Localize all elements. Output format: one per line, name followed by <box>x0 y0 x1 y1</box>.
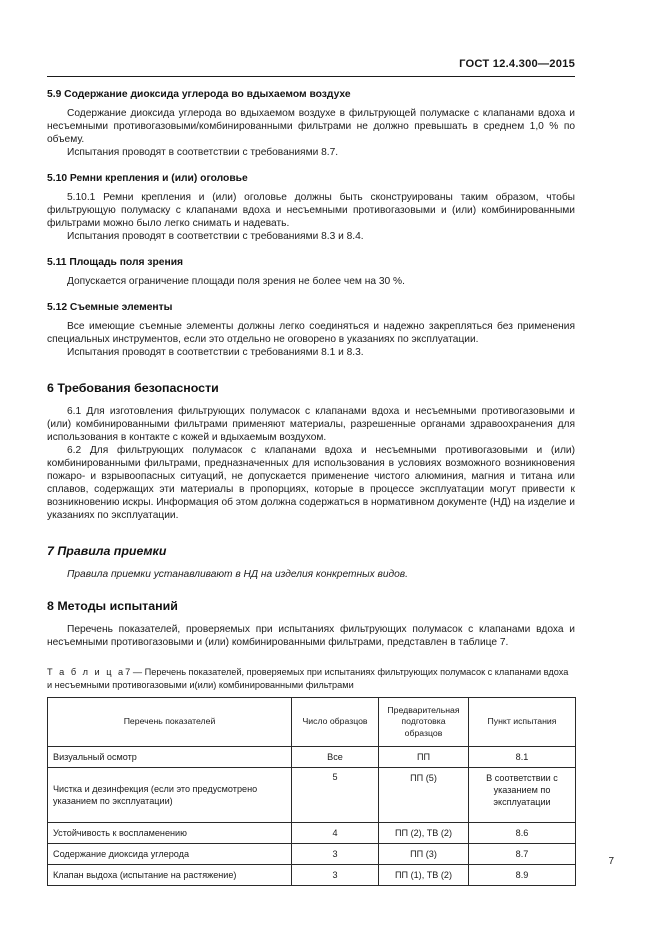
paragraph-5-12-1: Все имеющие съемные элементы должны легко соединяться и надежно закрепляться без применения специальных инструментов, если это отдельно не оговорено в указаниях по эксплуатации. <box>47 321 575 345</box>
cell-sample-count: 3 <box>292 844 379 865</box>
cell-test-clause: В соответствии с указанием по эксплуатации <box>469 768 576 823</box>
table-row <box>48 865 576 886</box>
document-body <box>47 88 575 886</box>
paragraph-5-9-1: Содержание диоксида углерода во вдыхаемом воздухе в фильтрующей полумаске с клапанами вдоха и несъемными противогазовыми/комбинированными фильтрами не должно превышать в среднем 1,0 % по объему. <box>47 108 575 145</box>
table-row <box>48 823 576 844</box>
cell-sample-count: 4 <box>292 823 379 844</box>
cell-indicator-name: Визуальный осмотр <box>48 747 292 768</box>
paragraph-5-10-1: 5.10.1 Ремни крепления и (или) оголовье должны быть сконструированы таким образом, чтобы фильтрующую полумаску с клапанами вдоха и несъемными противогазовыми и (или) комбинированными фильтрами можно было легко снимать и надевать. <box>47 192 575 229</box>
cell-test-clause: 8.7 <box>469 844 576 865</box>
heading-section-7: 7 Правила приемки <box>47 544 167 558</box>
cell-sample-preparation: ПП (5) <box>379 768 469 823</box>
heading-5-11: 5.11 Площадь поля зрения <box>47 257 184 268</box>
paragraph-5-12-2: Испытания проводят в соответствии с требованиями 8.1 и 8.3. <box>67 347 364 358</box>
table-row <box>48 768 576 823</box>
table-row <box>48 844 576 865</box>
header-divider-rule <box>47 76 575 77</box>
paragraph-8-1: Перечень показателей, проверяемых при испытаниях фильтрующих полумасок с клапанами вдоха и несъемными противогазовыми и (или) комбинированными фильтрами, представлен в таблице 7. <box>47 624 575 648</box>
column-header-sample-count: Число образцов <box>292 698 379 747</box>
paragraph-5-10-2: Испытания проводят в соответствии с требованиями 8.3 и 8.4. <box>67 231 364 242</box>
heading-section-8: 8 Методы испытаний <box>47 599 178 613</box>
cell-sample-count: 5 <box>292 768 379 823</box>
cell-indicator-name: Содержание диоксида углерода <box>48 844 292 865</box>
table-row <box>48 747 576 768</box>
table-caption-number: 7 <box>125 667 131 677</box>
paragraph-6-1: 6.1 Для изготовления фильтрующих полумасок с клапанами вдоха и несъемными противогазовыми и (или) комбинированными фильтрами применяют материалы, разрешенные органами здравоохранения для использования в контакте с кожей и вдыхаемым воздухом. <box>47 406 575 443</box>
table-caption-label: Т а б л и ц а <box>47 667 126 677</box>
cell-sample-count: 3 <box>292 865 379 886</box>
table-7 <box>47 697 576 886</box>
cell-sample-preparation: ПП (1), ТВ (2) <box>379 865 469 886</box>
table-caption-dash: — <box>132 667 143 677</box>
table-header-row <box>48 698 576 747</box>
cell-indicator-name: Чистка и дезинфекция (если это предусмотрено указанием по эксплуатации) <box>48 768 292 823</box>
heading-section-6: 6 Требования безопасности <box>47 381 219 395</box>
cell-indicator-name: Клапан выдоха (испытание на растяжение) <box>48 865 292 886</box>
column-header-indicator-list: Перечень показателей <box>48 698 292 747</box>
paragraph-7-1: Правила приемки устанавливают в НД на изделия конкретных видов. <box>67 569 408 580</box>
paragraph-5-9-2: Испытания проводят в соответствии с требованиями 8.7. <box>67 147 339 158</box>
paragraph-6-2: 6.2 Для фильтрующих полумасок с клапанами вдоха и несъемными противогазовыми и (или) комбинированными фильтрами, предназначенных для использования в условиях возможного возникновения пожаро- и взрывоопасных ситуаций, не допускается применение чистого алюминия, магния и титана или сплавов, содержащих эти материалы в пропорциях, которые в процессе эксплуатации могут привести к возникновению искры. Информация об этом должна содержаться в нормативном документе (НД) на изделие и указаниях по эксплуатации. <box>47 445 575 521</box>
heading-5-12: 5.12 Съемные элементы <box>47 302 173 313</box>
table-caption-text: Перечень показателей, проверяемых при испытаниях фильтрующих полумасок с клапанами вдоха и несъемными противогазовыми и(или) комбинированными фильтрами <box>47 667 569 690</box>
cell-indicator-name: Устойчивость к воспламенению <box>48 823 292 844</box>
cell-sample-preparation: ПП (2), ТВ (2) <box>379 823 469 844</box>
page-number: 7 <box>608 856 614 867</box>
standard-identifier: ГОСТ 12.4.300—2015 <box>459 58 575 70</box>
running-header <box>47 58 575 70</box>
cell-test-clause: 8.6 <box>469 823 576 844</box>
paragraph-5-11-1: Допускается ограничение площади поля зрения не более чем на 30 %. <box>67 276 405 287</box>
cell-test-clause: 8.1 <box>469 747 576 768</box>
column-header-sample-preparation: Предварительная подготовка образцов <box>379 698 469 747</box>
cell-sample-preparation: ПП <box>379 747 469 768</box>
cell-sample-preparation: ПП (3) <box>379 844 469 865</box>
heading-5-10: 5.10 Ремни крепления и (или) оголовье <box>47 173 248 184</box>
cell-sample-count: Все <box>292 747 379 768</box>
table-7-caption <box>47 666 575 691</box>
cell-test-clause: 8.9 <box>469 865 576 886</box>
column-header-test-clause: Пункт испытания <box>469 698 576 747</box>
heading-5-9: 5.9 Содержание диоксида углерода во вдыхаемом воздухе <box>47 89 351 100</box>
